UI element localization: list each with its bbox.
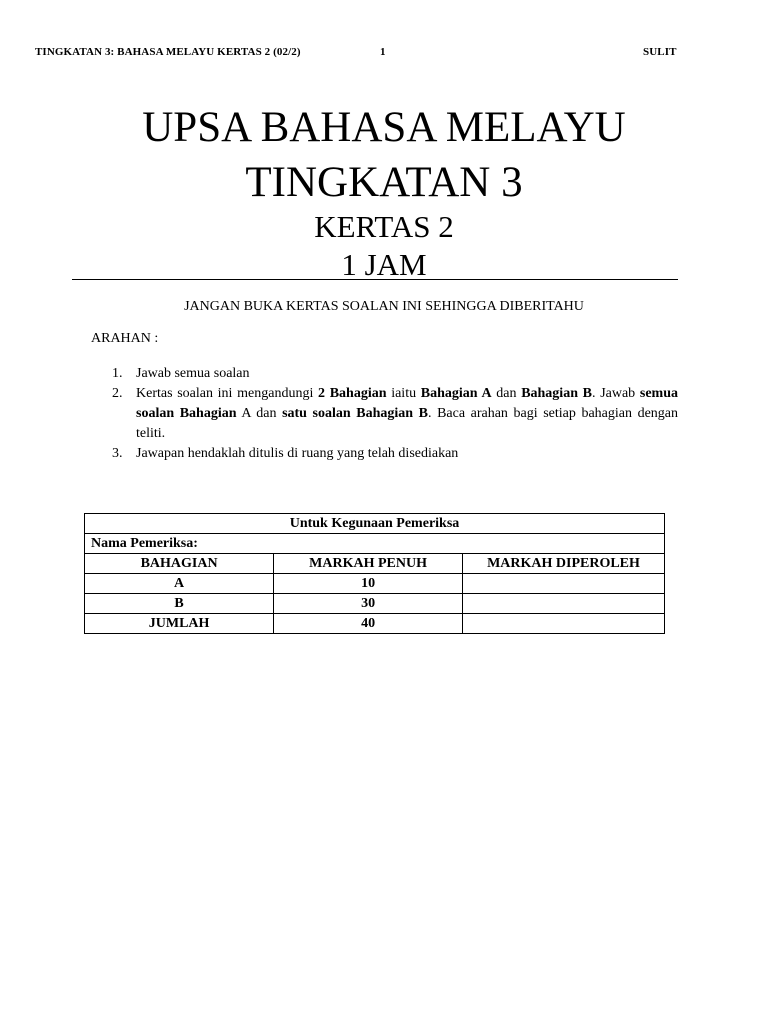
instruction-number: 1.	[112, 366, 123, 381]
header-page-number: 1	[380, 46, 386, 58]
table-row	[85, 614, 665, 634]
cell-markah-diperoleh	[462, 594, 664, 614]
instruction-text: Jawapan hendaklah ditulis di ruang yang telah disediakan	[136, 446, 459, 461]
cell-bahagian: A	[85, 574, 274, 594]
examiner-name-label: Nama Pemeriksa:	[85, 534, 665, 554]
examiner-marks-table	[84, 513, 665, 634]
cell-markah-diperoleh	[462, 574, 664, 594]
cell-bahagian: JUMLAH	[85, 614, 274, 634]
cell-markah-diperoleh	[462, 614, 664, 634]
exam-paper: KERTAS 2	[314, 209, 454, 244]
cell-markah-penuh: 10	[274, 574, 463, 594]
exam-title: UPSA BAHASA MELAYU	[142, 104, 626, 151]
exam-form-level: TINGKATAN 3	[245, 159, 523, 206]
cell-bahagian: B	[85, 594, 274, 614]
cell-markah-penuh: 30	[274, 594, 463, 614]
table-title-row	[85, 514, 665, 534]
instruction-text: Jawab semua soalan	[136, 366, 250, 381]
instruction-item	[112, 364, 678, 384]
instruction-item	[112, 444, 678, 464]
table-row	[85, 594, 665, 614]
column-header-markah-diperoleh: MARKAH DIPEROLEH	[462, 554, 664, 574]
instruction-number: 2.	[112, 386, 123, 401]
table-row	[85, 574, 665, 594]
instruction-text: Kertas soalan ini mengandungi 2 Bahagian iaitu Bahagian A dan Bahagian B. Jawab semua soalan Bahagian A dan satu soalan Bahagian B. Baca arahan bagi setiap bahagian dengan teliti.	[136, 386, 678, 441]
column-header-markah-penuh: MARKAH PENUH	[274, 554, 463, 574]
instructions-heading: ARAHAN :	[91, 331, 159, 346]
header-subject: TINGKATAN 3: BAHASA MELAYU KERTAS 2 (02/2)	[35, 46, 301, 58]
title-divider	[72, 279, 678, 280]
table-title: Untuk Kegunaan Pemeriksa	[85, 514, 665, 534]
examiner-name-row	[85, 534, 665, 554]
exam-duration: 1 JAM	[341, 247, 427, 282]
header-classification: SULIT	[643, 46, 677, 58]
cell-markah-penuh: 40	[274, 614, 463, 634]
table-header-row	[85, 554, 665, 574]
instructions-list	[112, 364, 678, 464]
instruction-number: 3.	[112, 446, 123, 461]
column-header-bahagian: BAHAGIAN	[85, 554, 274, 574]
instruction-item	[112, 384, 678, 444]
do-not-open-warning: JANGAN BUKA KERTAS SOALAN INI SEHINGGA DIBERITAHU	[184, 299, 584, 314]
